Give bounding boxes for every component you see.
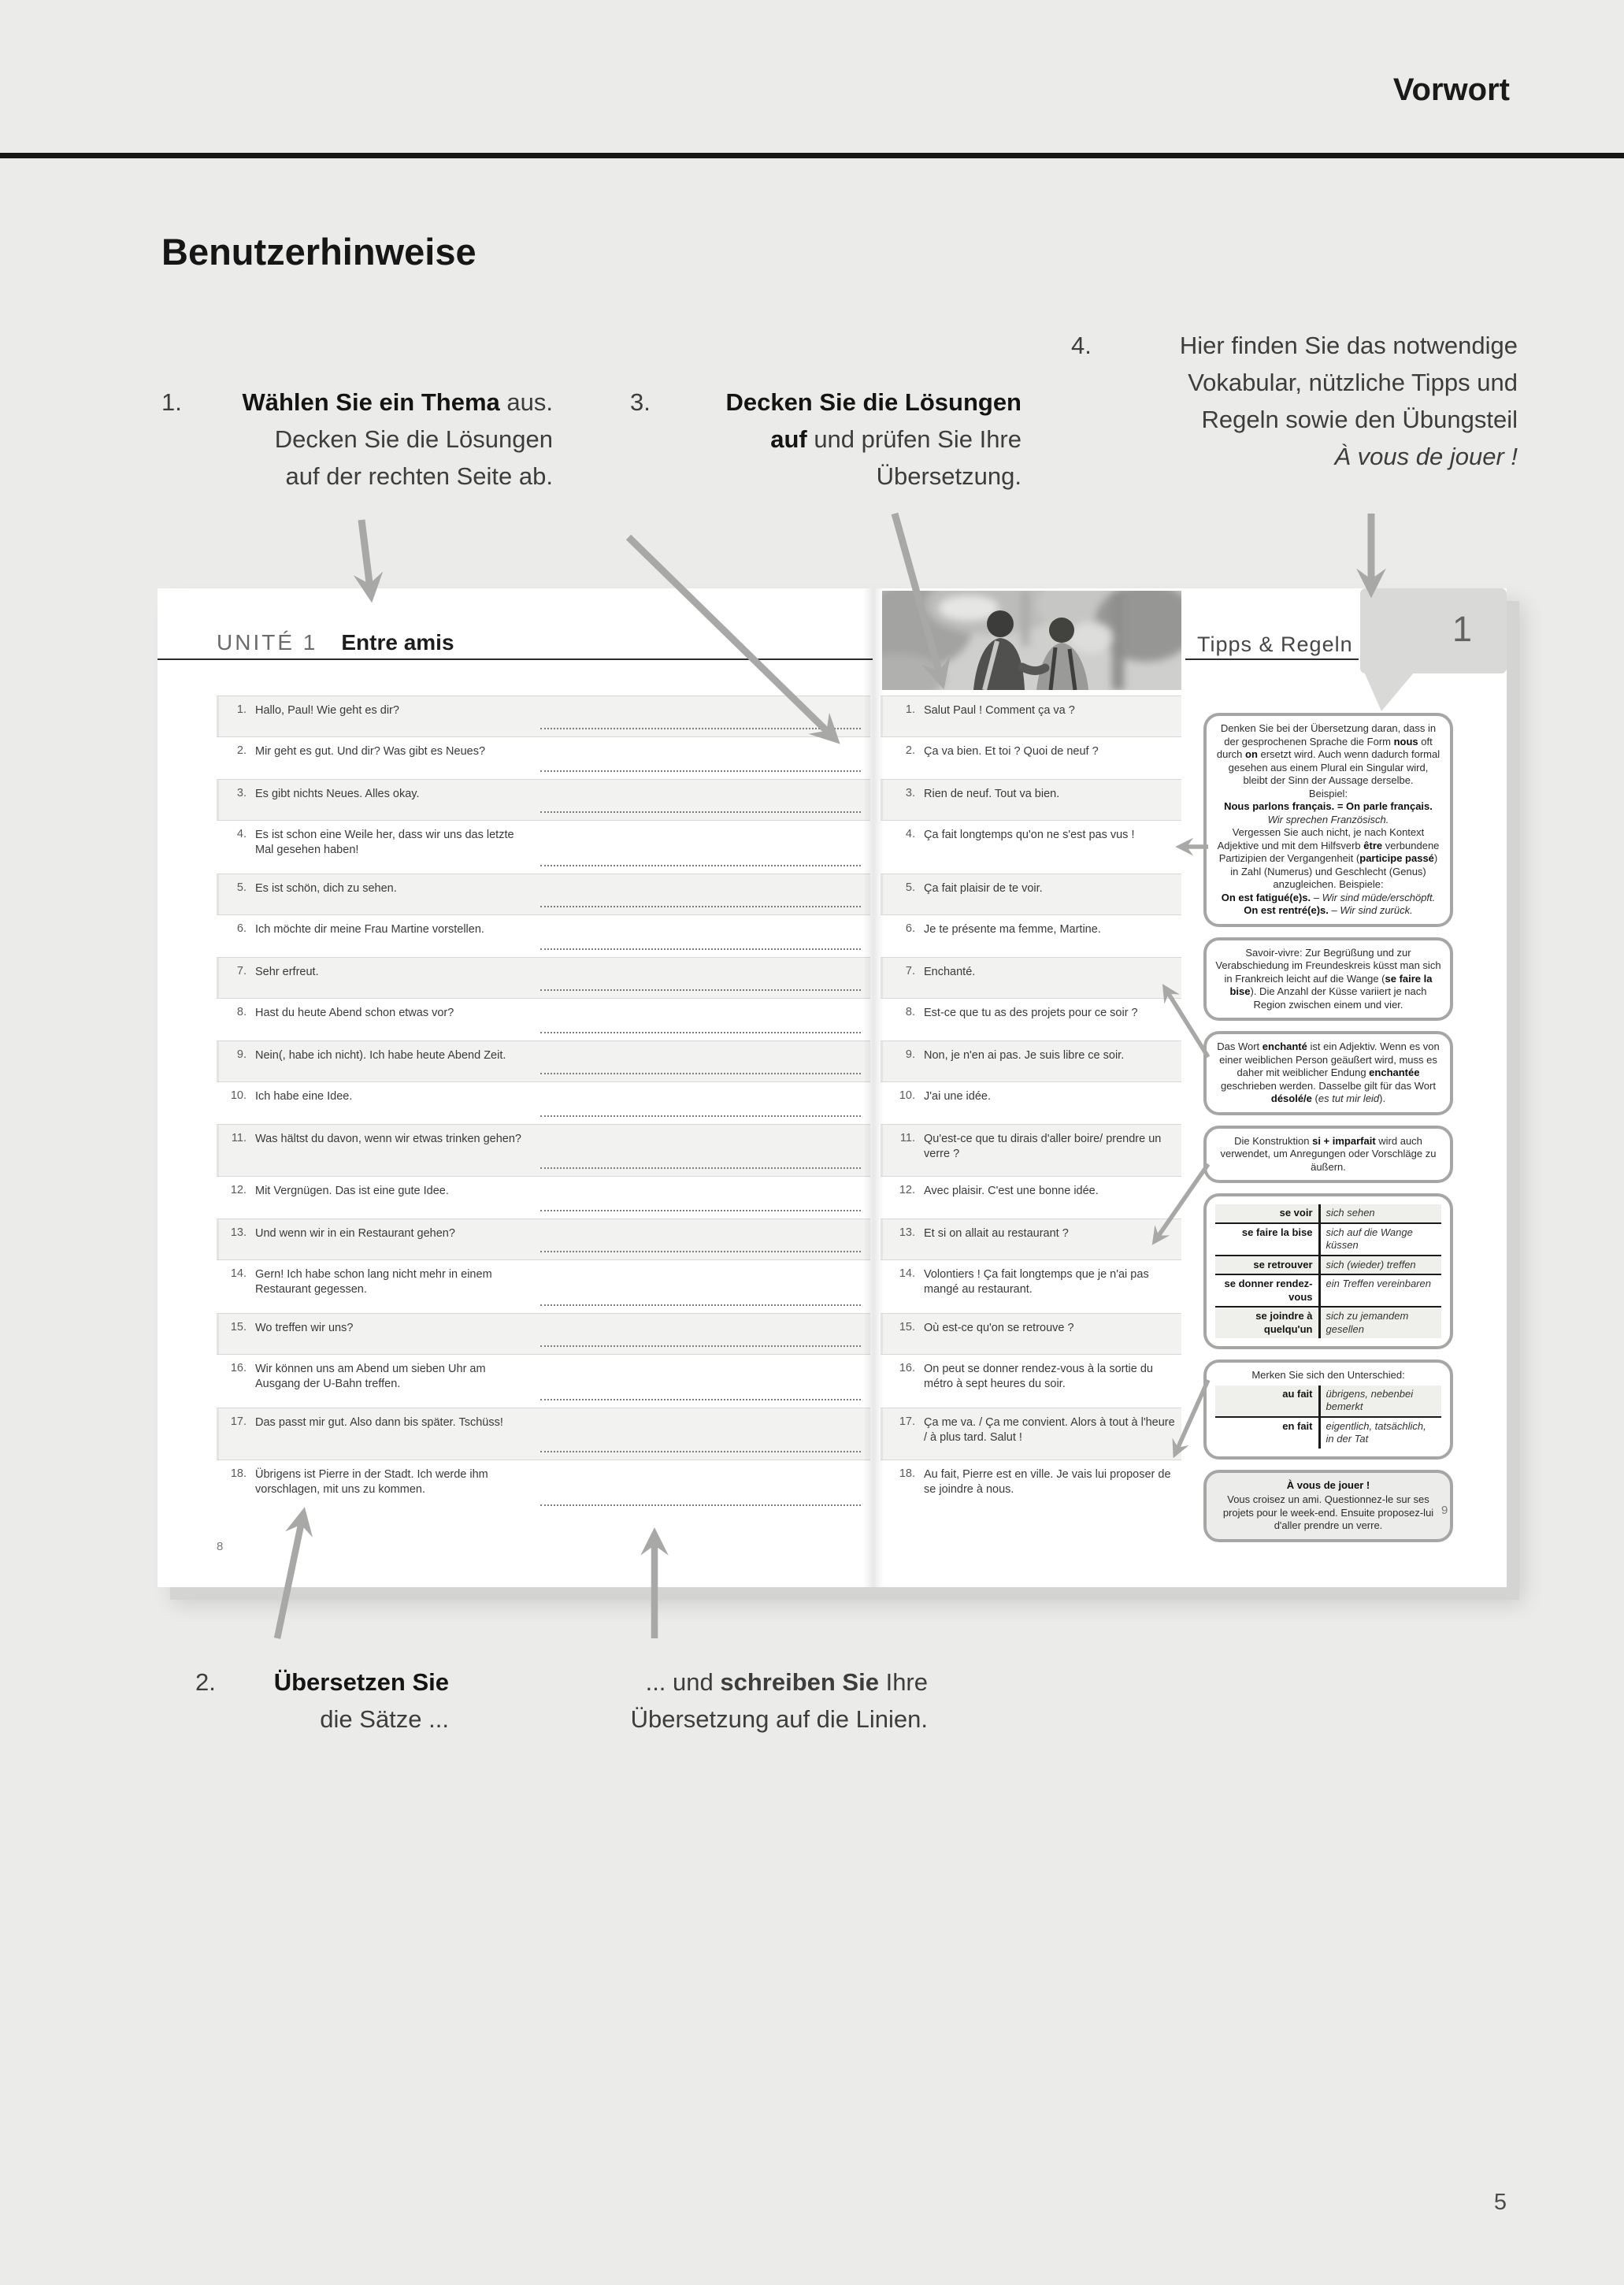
- table-row: [217, 1082, 870, 1124]
- row-number: 11.: [899, 1132, 915, 1144]
- german-sentence: Es gibt nichts Neues. Alles okay.: [255, 788, 420, 800]
- table-row: [881, 957, 1181, 999]
- instruction-step-4: [1071, 327, 1518, 475]
- table-row: [217, 821, 870, 874]
- french-sentence: Ça fait longtemps qu'on ne s'est pas vus !: [924, 829, 1135, 841]
- row-number: 1.: [905, 703, 915, 716]
- dotted-line: [540, 1345, 861, 1347]
- tip-box-nous-on: Denken Sie bei der Übersetzung daran, dass in der gesprochenen Sprache die Form nous oft durch on ersetzt wird. Auch wenn dadurch formal gesehen aus einem Plural ein Singular wird, bleibt der Sinn der Aussage derselbe. Beispiel: Nous parlons français. = On parle français. Wir sprechen Französisch. Vergessen Sie auch nicht, je nach Kontext Adjektive und mit dem Hilfsverb être verbundene Partizipien der Vergangenheit (participe passé) in Zahl (Numerus) und Geschlecht (Genus) anzugleichen. Beispiele: On est fatigué(e)s. – Wir sind müde/erschöpft. On est rentré(e)s. – Wir sind zurück.: [1203, 713, 1453, 927]
- table-row: [881, 1177, 1181, 1219]
- table-row: [217, 1177, 870, 1219]
- au-fait-table: au fait übrigens, nebenbei bemerkt en fait eigentlich, tatsächlich, in der Tat: [1215, 1385, 1441, 1449]
- french-sentence: Salut Paul ! Comment ça va ?: [924, 704, 1075, 717]
- row-number: 9.: [236, 1048, 247, 1061]
- row-number: 7.: [236, 965, 247, 977]
- table-row: [217, 1460, 870, 1513]
- german-sentence: Ich habe eine Idee.: [255, 1090, 353, 1103]
- dotted-line: [540, 1032, 861, 1033]
- table-row: [881, 1355, 1181, 1408]
- row-number: 1.: [236, 703, 247, 716]
- table-row: [881, 737, 1181, 779]
- tip-box-si-imparfait: Die Konstruktion si + imparfait wird auch verwendet, um Anregungen oder Vorschläge zu äußern.: [1203, 1126, 1453, 1184]
- row-number: 11.: [231, 1132, 247, 1144]
- french-sentence: Et si on allait au restaurant ?: [924, 1227, 1069, 1240]
- table-row: [881, 1260, 1181, 1313]
- row-number: 18.: [230, 1467, 247, 1480]
- step-number: 1.: [161, 388, 182, 416]
- answer-area: [532, 1048, 870, 1081]
- row-number: 3.: [236, 787, 247, 799]
- german-sentence: Mir geht es gut. Und dir? Was gibt es Neues?: [255, 745, 486, 758]
- arrow-step1-to-unit-title: [362, 520, 371, 595]
- table-row: [217, 696, 870, 737]
- row-number: 18.: [899, 1467, 915, 1480]
- row-number: 5.: [905, 881, 915, 894]
- answer-area: [532, 1089, 870, 1124]
- german-sentence: Hallo, Paul! Wie geht es dir?: [255, 704, 399, 717]
- vocab-table-box: [1203, 1193, 1453, 1349]
- dotted-line: [540, 1504, 861, 1506]
- german-sentence: Wo treffen wir uns?: [255, 1322, 354, 1334]
- row-number: 3.: [905, 787, 915, 799]
- exercise-title: À vous de jouer !: [1286, 1478, 1370, 1491]
- row-number: 9.: [905, 1048, 915, 1061]
- instruction-step-2-continued: ... und schreiben Sie Ihre Übersetzung auf die Linien.: [630, 1668, 928, 1734]
- table-row: [881, 1082, 1181, 1124]
- row-number: 13.: [230, 1226, 247, 1239]
- unit-tab-tail: [1363, 672, 1419, 713]
- row-number: 14.: [230, 1267, 247, 1280]
- answer-area: [532, 1415, 870, 1460]
- book-spread: [158, 588, 1507, 1587]
- tips-regeln-header: Tipps & Regeln: [1197, 632, 1353, 656]
- table-row: [881, 874, 1181, 915]
- answer-area: [532, 1006, 870, 1040]
- table-row: [881, 1219, 1181, 1260]
- answer-area: [532, 1467, 870, 1513]
- step-text: Wählen Sie ein Thema aus. Decken Sie die Lösungen auf der rechten Seite ab.: [242, 388, 553, 491]
- unit-number-tab: [1360, 588, 1507, 673]
- table-row: [881, 1313, 1181, 1355]
- german-sentence: Gern! Ich habe schon lang nicht mehr in einem Restaurant gegessen.: [255, 1268, 492, 1296]
- dotted-line: [540, 1399, 861, 1400]
- vocab-table: se voir sich sehen se faire la bise sich auf die Wange küssen se retrouver sich (wieder) treffen se donner rendez-vous ein Treffen vereinbaren se joindre à quelqu'un sich zu jemandem gesellen: [1215, 1204, 1441, 1338]
- german-sentence: Es ist schön, dich zu sehen.: [255, 882, 397, 895]
- au-fait-en-fait-box: [1203, 1360, 1453, 1460]
- dotted-line: [540, 1304, 861, 1306]
- row-number: 6.: [905, 922, 915, 935]
- table-row: [881, 1408, 1181, 1460]
- german-sentence: Ich möchte dir meine Frau Martine vorstellen.: [255, 923, 484, 936]
- table-row: [217, 1124, 870, 1177]
- german-sentence: Was hältst du davon, wenn wir etwas trinken gehen?: [255, 1133, 521, 1145]
- table-row: [217, 1408, 870, 1460]
- german-sentence: Es ist schon eine Weile her, dass wir uns das letzte Mal gesehen haben!: [255, 829, 514, 857]
- french-sentence: Avec plaisir. C'est une bonne idée.: [924, 1185, 1099, 1197]
- page-title: Benutzerhinweise: [161, 231, 476, 273]
- exercise-page-left: [158, 588, 873, 1587]
- french-sentence: Ça fait plaisir de te voir.: [924, 882, 1043, 895]
- exercise-text: Vous croisez un ami. Questionnez-le sur ses projets pour le week-end. Ensuite proposez-lui d'aller prendre un verre.: [1222, 1493, 1434, 1531]
- table-row: [217, 1219, 870, 1260]
- dotted-line: [540, 1073, 861, 1074]
- french-sentence: Enchanté.: [924, 966, 976, 978]
- table-row: [881, 999, 1181, 1040]
- header-rule: [0, 153, 1624, 158]
- page-number: 5: [1493, 2190, 1507, 2215]
- german-sentence: Hast du heute Abend schon etwas vor?: [255, 1007, 454, 1019]
- german-sentence: Nein(, habe ich nicht). Ich habe heute Abend Zeit.: [255, 1049, 506, 1062]
- row-number: 12.: [899, 1184, 915, 1196]
- answer-area: [532, 1362, 870, 1408]
- row-number: 6.: [236, 922, 247, 935]
- german-sentence: Wir können uns am Abend um sieben Uhr am Ausgang der U-Bahn treffen.: [255, 1363, 486, 1391]
- german-sentence: Mit Vergnügen. Das ist eine gute Idee.: [255, 1185, 449, 1197]
- table-row: [217, 779, 870, 821]
- french-sentence: J'ai une idée.: [924, 1090, 991, 1103]
- dotted-line: [540, 906, 861, 907]
- dotted-line: [540, 1167, 861, 1169]
- step-text: Übersetzen Sie die Sätze ...: [273, 1668, 449, 1734]
- french-solution-list: [881, 696, 1181, 1513]
- instruction-step-1: [161, 384, 553, 495]
- french-sentence: Rien de neuf. Tout va bien.: [924, 788, 1060, 800]
- instruction-step-2: [195, 1664, 449, 1738]
- row-number: 5.: [236, 881, 247, 894]
- row-number: 4.: [236, 828, 247, 840]
- answer-area: [532, 1132, 870, 1176]
- row-number: 2.: [905, 744, 915, 757]
- dotted-line: [540, 770, 861, 772]
- german-sentence: Übrigens ist Pierre in der Stadt. Ich werde ihm vorschlagen, mit uns zu kommen.: [255, 1468, 488, 1497]
- french-sentence: Je te présente ma femme, Martine.: [924, 923, 1101, 936]
- table-row: [217, 737, 870, 779]
- answer-area: [532, 1267, 870, 1313]
- table-row: [217, 1313, 870, 1355]
- unit-title: Entre amis: [341, 630, 454, 655]
- unit-header: [217, 630, 454, 655]
- step-number: 4.: [1071, 332, 1092, 359]
- row-number: 17.: [899, 1415, 915, 1428]
- step-number: 3.: [630, 388, 651, 416]
- instruction-step-3: [630, 384, 1021, 495]
- table-row: [881, 1124, 1181, 1177]
- table-row: [217, 957, 870, 999]
- answer-area: [532, 922, 870, 957]
- french-sentence: Volontiers ! Ça fait longtemps que je n'ai pas mangé au restaurant.: [924, 1268, 1149, 1296]
- step-number: 2.: [195, 1668, 216, 1696]
- row-number: 15.: [899, 1321, 915, 1334]
- answer-area: [532, 828, 870, 874]
- tip-box-enchante: Das Wort enchanté ist ein Adjektiv. Wenn es von einer weiblichen Person geäußert wird, muss es daher mit weiblicher Endung enchantée geschrieben werden. Dasselbe gilt für das Wort désolé/e (es tut mir leid).: [1203, 1031, 1453, 1115]
- tip-box-savoir-vivre: Savoir-vivre: Zur Begrüßung und zur Verabschiedung im Freundeskreis küsst man sich in Frankreich leicht auf die Wange (se faire la bise). Die Anzahl der Küsse variiert je nach Region zwischen einem und vier.: [1203, 937, 1453, 1022]
- answer-area: [532, 965, 870, 998]
- row-number: 8.: [236, 1006, 247, 1018]
- a-vous-de-jouer-box: [1203, 1470, 1453, 1542]
- answer-area: [532, 787, 870, 820]
- german-sentence: Und wenn wir in ein Restaurant gehen?: [255, 1227, 455, 1240]
- row-number: 14.: [899, 1267, 915, 1280]
- page-number-left: 8: [217, 1540, 224, 1553]
- table-row: [881, 821, 1181, 874]
- dotted-line: [540, 1115, 861, 1117]
- tip-table-title: Merken Sie sich den Unterschied:: [1251, 1369, 1405, 1381]
- french-sentence: Ça va bien. Et toi ? Quoi de neuf ?: [924, 745, 1099, 758]
- dotted-line: [540, 948, 861, 950]
- chapter-header: Vorwort: [1392, 72, 1510, 107]
- table-row: [217, 1260, 870, 1313]
- answer-area: [532, 881, 870, 914]
- step-text: Decken Sie die Lösungen auf und prüfen Sie Ihre Übersetzung.: [725, 388, 1021, 491]
- row-number: 17.: [230, 1415, 247, 1428]
- unit-header-rule: [158, 658, 873, 660]
- answer-area: [532, 703, 870, 736]
- row-number: 2.: [236, 744, 247, 757]
- dotted-line: [540, 1210, 861, 1211]
- german-sentence: Das passt mir gut. Also dann bis später. Tschüss!: [255, 1416, 503, 1429]
- answer-area: [532, 1321, 870, 1354]
- row-number: 10.: [230, 1089, 247, 1102]
- french-sentence: Où est-ce qu'on se retrouve ?: [924, 1322, 1074, 1334]
- table-row: [217, 1040, 870, 1082]
- french-sentence: On peut se donner rendez-vous à la sortie du métro à sept heures du soir.: [924, 1363, 1153, 1391]
- step-text: Hier finden Sie das notwendige Vokabular, nützliche Tipps und Regeln sowie den Übungsteil À vous de jouer !: [1179, 332, 1518, 471]
- french-sentence: Au fait, Pierre est en ville. Je vais lui proposer de se joindre à nous.: [924, 1468, 1171, 1497]
- table-row: [881, 915, 1181, 957]
- dotted-line: [540, 728, 861, 729]
- french-sentence: Ça me va. / Ça me convient. Alors à tout à l'heure / à plus tard. Salut !: [924, 1416, 1175, 1445]
- answer-area: [532, 1226, 870, 1259]
- tips-column: [1203, 713, 1453, 1542]
- row-number: 16.: [899, 1362, 915, 1374]
- solutions-page-right: [876, 588, 1507, 1587]
- french-sentence: Est-ce que tu as des projets pour ce soir ?: [924, 1007, 1138, 1019]
- tips-header-rule: [1185, 658, 1359, 660]
- row-number: 7.: [905, 965, 915, 977]
- row-number: 16.: [230, 1362, 247, 1374]
- french-sentence: Non, je n'en ai pas. Je suis libre ce soir.: [924, 1049, 1125, 1062]
- row-number: 15.: [230, 1321, 247, 1334]
- table-row: [881, 696, 1181, 737]
- dotted-line: [540, 865, 861, 866]
- row-number: 12.: [230, 1184, 247, 1196]
- table-row: [217, 1355, 870, 1408]
- dotted-line: [540, 1451, 861, 1452]
- table-row: [881, 1040, 1181, 1082]
- unit-label: UNITÉ 1: [217, 630, 318, 655]
- dotted-line: [540, 989, 861, 991]
- table-row: [881, 779, 1181, 821]
- german-sentence: Sehr erfreut.: [255, 966, 319, 978]
- dotted-line: [540, 811, 861, 813]
- row-number: 10.: [899, 1089, 915, 1102]
- table-row: [881, 1460, 1181, 1513]
- answer-area: [532, 744, 870, 779]
- unit-number: 1: [1452, 609, 1472, 649]
- row-number: 13.: [899, 1226, 915, 1239]
- table-row: [217, 915, 870, 957]
- row-number: 8.: [905, 1006, 915, 1018]
- photo-two-friends-greeting: [882, 591, 1181, 690]
- table-row: [217, 874, 870, 915]
- page-number-right: 9: [1441, 1504, 1448, 1517]
- answer-area: [532, 1184, 870, 1219]
- dotted-line: [540, 1251, 861, 1252]
- french-sentence: Qu'est-ce que tu dirais d'aller boire/ prendre un verre ?: [924, 1133, 1162, 1161]
- row-number: 4.: [905, 828, 915, 840]
- table-row: [217, 999, 870, 1040]
- german-sentence-list: [217, 696, 870, 1513]
